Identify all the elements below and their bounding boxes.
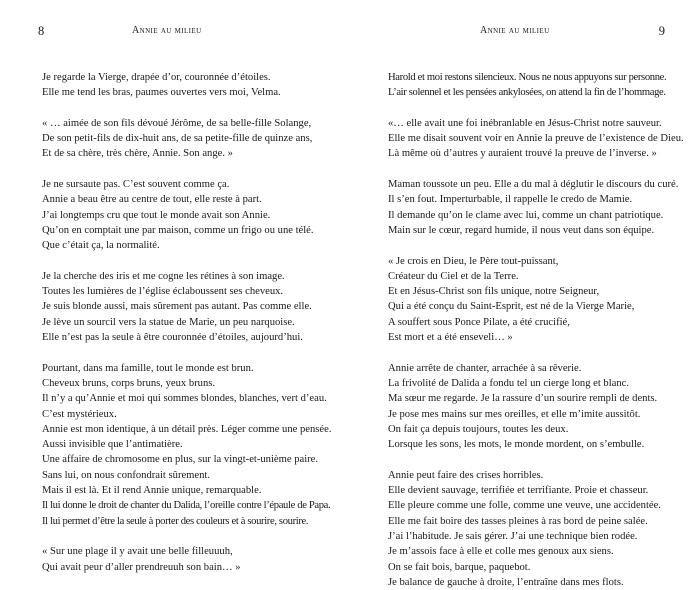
paragraph (388, 177, 684, 238)
text-line: Il n’y a qu’Annie et moi qui sommes blondes, blanches, vert d’eau. (42, 393, 327, 405)
text-line: Ma sœur me regarde. Je la rassure d’un sourire rempli de dents. (388, 393, 658, 405)
text-line: Mais il est là. Et il rend Annie unique, remarquable. (42, 485, 262, 497)
paragraph (42, 269, 331, 345)
text-line: Je lève un sourcil vers la statue de Marie, un peu narquoise. (42, 316, 295, 328)
paragraph (42, 361, 331, 529)
body-text (388, 70, 684, 590)
text-line: Une affaire de chromosome en plus, sur la vingt-et-unième paire. (42, 454, 319, 466)
paragraph (388, 254, 684, 346)
text-line: C’est mystérieux. (42, 408, 117, 420)
text-line: Je ne sursaute pas. C’est souvent comme ça. (42, 179, 230, 191)
text-line: L’air solennel et les pensées ankylosées, on attend la fin de l’hommage. (388, 87, 666, 99)
paragraph (388, 70, 684, 101)
text-line: Je regarde la Vierge, drapée d’or, couronnée d’étoiles. (42, 72, 271, 83)
text-line: Est mort et a été enseveli… » (388, 332, 513, 344)
text-line: Qui a été conçu du Saint-Esprit, est né de la Vierge Marie, (388, 301, 635, 313)
text-line: Il s’en fout. Imperturbable, il rappelle le credo de Mamie. (388, 194, 633, 206)
text-line: Elle me fait boire des tasses pleines à ras bord de peine salée. (388, 515, 648, 527)
text-line: Annie arrête de chanter, arrachée à sa rêverie. (388, 362, 582, 374)
page-number: 9 (658, 24, 665, 38)
text-line: « … aimée de son fils dévoué Jérôme, de sa belle-fille Solange, (42, 117, 312, 129)
text-line: Elle pleure comme une folle, comme une veuve, une accidentée. (388, 500, 661, 512)
text-line: Annie est mon identique, à un détail près. Léger comme une pensée. (42, 423, 332, 435)
text-line: Maman toussote un peu. Elle a du mal à déglutir le discours du curé. (388, 179, 679, 191)
text-line: Je la cherche des iris et me cogne les rétines à son image. (42, 270, 285, 282)
text-line: Annie a beau être au centre de tout, elle reste à part. (42, 194, 262, 206)
paragraph (42, 177, 331, 253)
running-head: Annie au milieu (480, 25, 550, 36)
text-line: Elle me disait souvent voir en Annie la preuve de l’existence de Dieu. (388, 133, 684, 145)
text-line: « Je crois en Dieu, le Père tout-puissant, (388, 255, 559, 267)
paragraph (388, 116, 684, 162)
paragraph (42, 116, 331, 162)
paragraph (42, 544, 331, 575)
text-line: Je suis blonde aussi, mais sûrement pas autant. Pas comme elle. (42, 301, 312, 313)
text-line: A souffert sous Ponce Pilate, a été crucifié, (388, 316, 570, 328)
text-line: Là même où d’autres y auraient trouvé la preuve de l’inverse. » (388, 148, 657, 160)
left-page (0, 0, 350, 573)
page-number: 8 (38, 24, 45, 38)
text-line: Qui avait peur d’aller prendreuuh son bain… » (42, 561, 241, 573)
text-line: Elle me tend les bras, paumes ouvertes vers moi, Velma. (42, 87, 281, 99)
body-text (42, 70, 331, 575)
right-page (350, 0, 700, 588)
paragraph (388, 361, 684, 453)
text-line: Il demande qu’on le clame avec lui, comme un chant patriotique. (388, 209, 664, 221)
text-line: Pourtant, dans ma famille, tout le monde est brun. (42, 362, 254, 374)
text-line: De son petit-fils de dix-huit ans, de sa petite-fille de quinze ans, (42, 133, 313, 145)
text-line: J’ai longtemps cru que tout le monde avait son Annie. (42, 209, 271, 221)
text-line: Et en Jésus-Christ son fils unique, notre Seigneur, (388, 286, 600, 298)
text-line: Je m’assois face à elle et colle mes genoux aux siens. (388, 546, 614, 558)
text-line: La frivolité de Dalida a fondu tel un cierge long et blanc. (388, 377, 630, 389)
text-line: Elle n’est pas la seule à être couronnée d’étoiles, aujourd’hui. (42, 332, 303, 344)
text-line: Je pose mes mains sur mes oreilles, et elle m’imite aussitôt. (388, 408, 641, 420)
text-line: Il lui permet d’être la seule à porter des couleurs et à sourire, sourire. (42, 515, 309, 527)
running-head: Annie au milieu (132, 25, 202, 36)
text-line: On se fait bois, barque, paquebot. (388, 561, 531, 573)
text-line: On fait ça depuis toujours, toutes les deux. (388, 423, 569, 435)
text-line: Aussi invisible que l’antimatière. (42, 439, 183, 451)
text-line: Toutes les lumières de l’église éclaboussent ses cheveux. (42, 286, 284, 298)
text-line: Je balance de gauche à droite, l’entraîne dans mes flots. (388, 576, 624, 588)
text-line: Que c’était ça, la normalité. (42, 240, 160, 252)
text-line: Main sur le cœur, regard humide, il nous veut dans son équipe. (388, 224, 655, 236)
text-line: Annie peut faire des crises horribles. (388, 469, 544, 481)
text-line: Créateur du Ciel et de la Terre. (388, 270, 519, 282)
text-line: Qu’on en comptait une par maison, comme un frigo ou une télé. (42, 224, 314, 236)
text-line: Elle devient sauvage, terrifiée et terrifiante. Proie et chasseur. (388, 485, 649, 497)
text-line: Cheveux bruns, corps bruns, yeux bruns. (42, 377, 216, 389)
text-line: « Sur une plage il y avait une belle filleuuuh, (42, 546, 233, 558)
text-line: J’ai l’habitude. Je sais gérer. J’ai une technique bien rodée. (388, 530, 638, 542)
paragraph (388, 468, 684, 590)
text-line: Lorsque les sons, les mots, le monde mordent, on s’embulle. (388, 439, 645, 451)
text-line: Il lui donne le droit de chanter du Dalida, l’oreille contre l’épaule de Papa. (42, 500, 331, 512)
text-line: Harold et moi restons silencieux. Nous ne nous appuyons sur personne. (388, 72, 667, 83)
paragraph (42, 70, 331, 101)
text-line: «… elle avait une foi inébranlable en Jésus-Christ notre sauveur. (388, 117, 662, 129)
text-line: Sans lui, on nous confondrait sûrement. (42, 469, 211, 481)
text-line: Et de sa chère, très chère, Annie. Son ange. » (42, 148, 233, 160)
